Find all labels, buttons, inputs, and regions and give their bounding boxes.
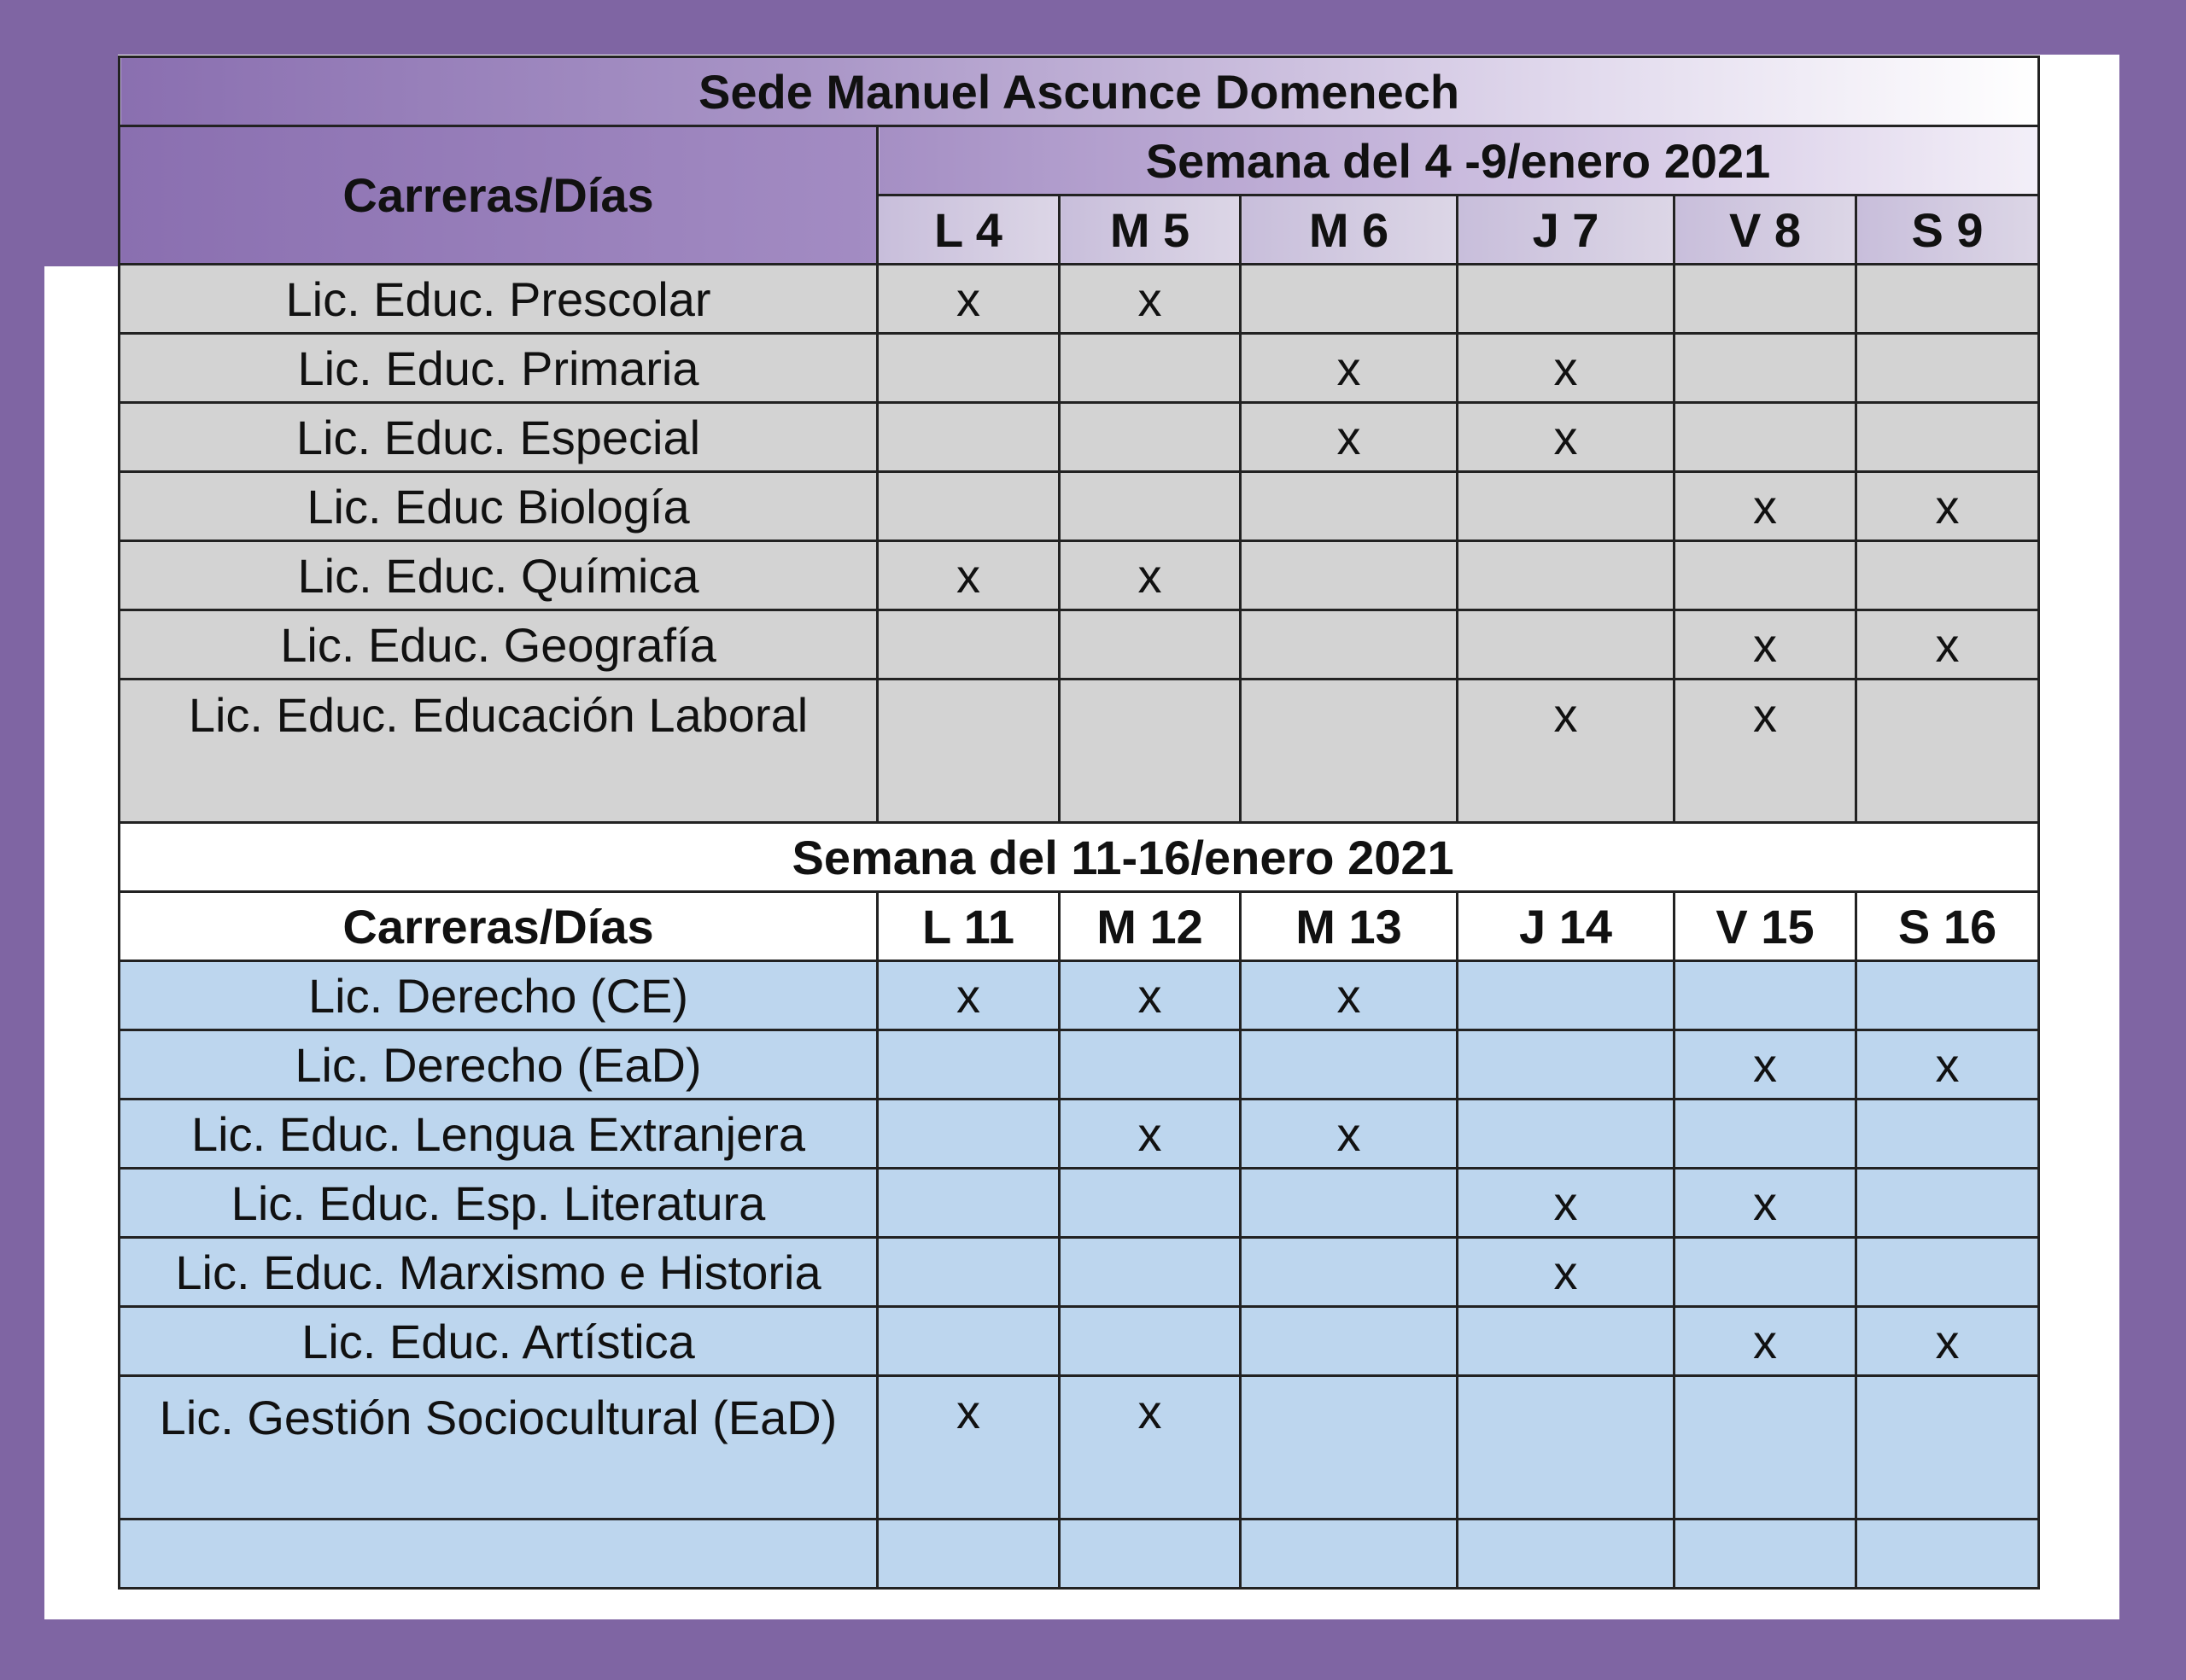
week2-header: Semana del 11-16/enero 2021: [878, 823, 2039, 892]
career-name: Lic. Gestión Sociocultural (EaD): [120, 1376, 878, 1520]
week2-day-header: M 13: [1241, 892, 1458, 961]
day-cell: [878, 680, 1060, 823]
table-row: [120, 1030, 2039, 1100]
day-cell: [1856, 403, 2039, 472]
day-cell: [1856, 1238, 2039, 1307]
day-cell: [1241, 610, 1458, 680]
day-cell: [1675, 265, 1856, 334]
day-cell: x: [1675, 610, 1856, 680]
day-cell: [878, 1100, 1060, 1169]
day-cell: x: [1675, 1169, 1856, 1238]
day-cell: x: [1675, 680, 1856, 823]
day-cell: [878, 1307, 1060, 1376]
week2-day-header: S 16: [1856, 892, 2039, 961]
day-cell: [1458, 472, 1675, 541]
day-cell: x: [1458, 680, 1675, 823]
career-name: Lic. Derecho (EaD): [120, 1030, 878, 1100]
empty-cell: [1675, 1520, 1856, 1589]
table-row: [120, 541, 2039, 610]
day-cell: x: [1675, 1307, 1856, 1376]
career-name: Lic. Educ. Artística: [120, 1307, 878, 1376]
table-row: [120, 403, 2039, 472]
day-cell: [1856, 1100, 2039, 1169]
empty-cell: [120, 1520, 878, 1589]
day-cell: [1241, 1307, 1458, 1376]
week2-day-header: L 11: [878, 892, 1060, 961]
day-cell: x: [1458, 1238, 1675, 1307]
day-cell: [1675, 1238, 1856, 1307]
day-cell: x: [1241, 403, 1458, 472]
empty-cell: [1856, 1520, 2039, 1589]
day-cell: [1241, 472, 1458, 541]
week2-day-header: V 15: [1675, 892, 1856, 961]
day-cell: [1856, 680, 2039, 823]
day-cell: [1060, 1030, 1241, 1100]
week1-day-header: V 8: [1675, 195, 1856, 265]
day-cell: x: [1856, 610, 2039, 680]
day-cell: [1856, 265, 2039, 334]
day-cell: [1060, 1307, 1241, 1376]
carreras-header-week2: Carreras/Días: [120, 892, 878, 961]
career-name: Lic. Educ. Educación Laboral: [120, 680, 878, 823]
day-cell: x: [1241, 961, 1458, 1030]
day-cell: [1458, 1030, 1675, 1100]
table-title: Sede Manuel Ascunce Domenech: [120, 57, 2039, 126]
day-cell: [1458, 1100, 1675, 1169]
day-cell: [1675, 403, 1856, 472]
day-cell: [1060, 472, 1241, 541]
day-cell: [1241, 1030, 1458, 1100]
day-cell: x: [1675, 472, 1856, 541]
day-cell: x: [1458, 1169, 1675, 1238]
empty-cell: [878, 1520, 1060, 1589]
day-cell: x: [1458, 334, 1675, 403]
week1-day-header: M 6: [1241, 195, 1458, 265]
day-cell: [1675, 961, 1856, 1030]
day-cell: [1458, 541, 1675, 610]
day-cell: [878, 1169, 1060, 1238]
table-row: [120, 680, 2039, 823]
week2-header-row: [120, 823, 2039, 892]
day-cell: [1675, 1100, 1856, 1169]
day-cell: [1675, 1376, 1856, 1520]
career-name: Lic. Educ. Especial: [120, 403, 878, 472]
empty-cell: [1060, 1520, 1241, 1589]
career-name: Lic. Educ. Geografía: [120, 610, 878, 680]
table-row: [120, 1307, 2039, 1376]
career-name: Lic. Educ. Lengua Extranjera: [120, 1100, 878, 1169]
table-row: [120, 334, 2039, 403]
day-cell: x: [878, 961, 1060, 1030]
table-row: [120, 1238, 2039, 1307]
day-cell: x: [1856, 472, 2039, 541]
day-cell: [1060, 403, 1241, 472]
day-cell: x: [1060, 961, 1241, 1030]
table-row: [120, 265, 2039, 334]
day-cell: [1060, 1169, 1241, 1238]
day-cell: [1675, 541, 1856, 610]
day-cell: x: [1060, 265, 1241, 334]
day-cell: [1856, 1376, 2039, 1520]
empty-cell: [1241, 1520, 1458, 1589]
day-cell: [1458, 610, 1675, 680]
day-cell: x: [1241, 1100, 1458, 1169]
table-row: [120, 472, 2039, 541]
day-cell: x: [1060, 1376, 1241, 1520]
week2-day-header: M 12: [1060, 892, 1241, 961]
day-cell: [1856, 334, 2039, 403]
page-frame-top: [44, 44, 2119, 55]
day-cell: x: [1856, 1307, 2039, 1376]
week1-day-header: S 9: [1856, 195, 2039, 265]
day-cell: [1458, 961, 1675, 1030]
day-cell: x: [1060, 1100, 1241, 1169]
day-cell: x: [1060, 541, 1241, 610]
week1-day-header: M 5: [1060, 195, 1241, 265]
career-name: Lic. Educ. Química: [120, 541, 878, 610]
schedule-body: [120, 57, 2039, 1589]
week1-day-header: L 4: [878, 195, 1060, 265]
day-cell: [1241, 1238, 1458, 1307]
day-cell: [1060, 334, 1241, 403]
week2-days-row: [120, 892, 2039, 961]
day-cell: [1241, 1169, 1458, 1238]
day-cell: [878, 1030, 1060, 1100]
day-cell: x: [878, 1376, 1060, 1520]
day-cell: [1856, 961, 2039, 1030]
schedule-table: [118, 55, 2040, 1590]
day-cell: [878, 610, 1060, 680]
day-cell: x: [1458, 403, 1675, 472]
career-name: Lic. Educ. Esp. Literatura: [120, 1169, 878, 1238]
carreras-header: Carreras/Días: [120, 126, 878, 265]
table-row: [120, 1100, 2039, 1169]
day-cell: [1458, 1307, 1675, 1376]
day-cell: [1241, 541, 1458, 610]
day-cell: [1241, 1376, 1458, 1520]
day-cell: x: [1856, 1030, 2039, 1100]
table-row: [120, 610, 2039, 680]
day-cell: [878, 334, 1060, 403]
day-cell: [1856, 1169, 2039, 1238]
day-cell: [1241, 680, 1458, 823]
week1-header: Semana del 4 -9/enero 2021: [878, 126, 2039, 195]
day-cell: x: [878, 541, 1060, 610]
week1-day-header: J 7: [1458, 195, 1675, 265]
page-frame-left: [44, 44, 118, 266]
empty-cell: [1458, 1520, 1675, 1589]
week2-day-header: J 14: [1458, 892, 1675, 961]
day-cell: x: [1241, 334, 1458, 403]
day-cell: x: [1675, 1030, 1856, 1100]
table-row: [120, 1169, 2039, 1238]
day-cell: [1060, 680, 1241, 823]
day-cell: [1856, 541, 2039, 610]
career-name: Lic. Educ. Marxismo e Historia: [120, 1238, 878, 1307]
career-name: Lic. Educ. Primaria: [120, 334, 878, 403]
day-cell: [1060, 610, 1241, 680]
day-cell: [1060, 1238, 1241, 1307]
day-cell: [1675, 334, 1856, 403]
day-cell: [1241, 265, 1458, 334]
career-name: Lic. Educ. Prescolar: [120, 265, 878, 334]
table-row: [120, 961, 2039, 1030]
day-cell: [878, 403, 1060, 472]
week2-header-spacer: [120, 823, 878, 892]
day-cell: [1458, 1376, 1675, 1520]
day-cell: x: [878, 265, 1060, 334]
day-cell: [1458, 265, 1675, 334]
career-name: Lic. Derecho (CE): [120, 961, 878, 1030]
career-name: Lic. Educ Biología: [120, 472, 878, 541]
day-cell: [878, 472, 1060, 541]
empty-row: [120, 1520, 2039, 1589]
table-row: [120, 1376, 2039, 1520]
day-cell: [878, 1238, 1060, 1307]
